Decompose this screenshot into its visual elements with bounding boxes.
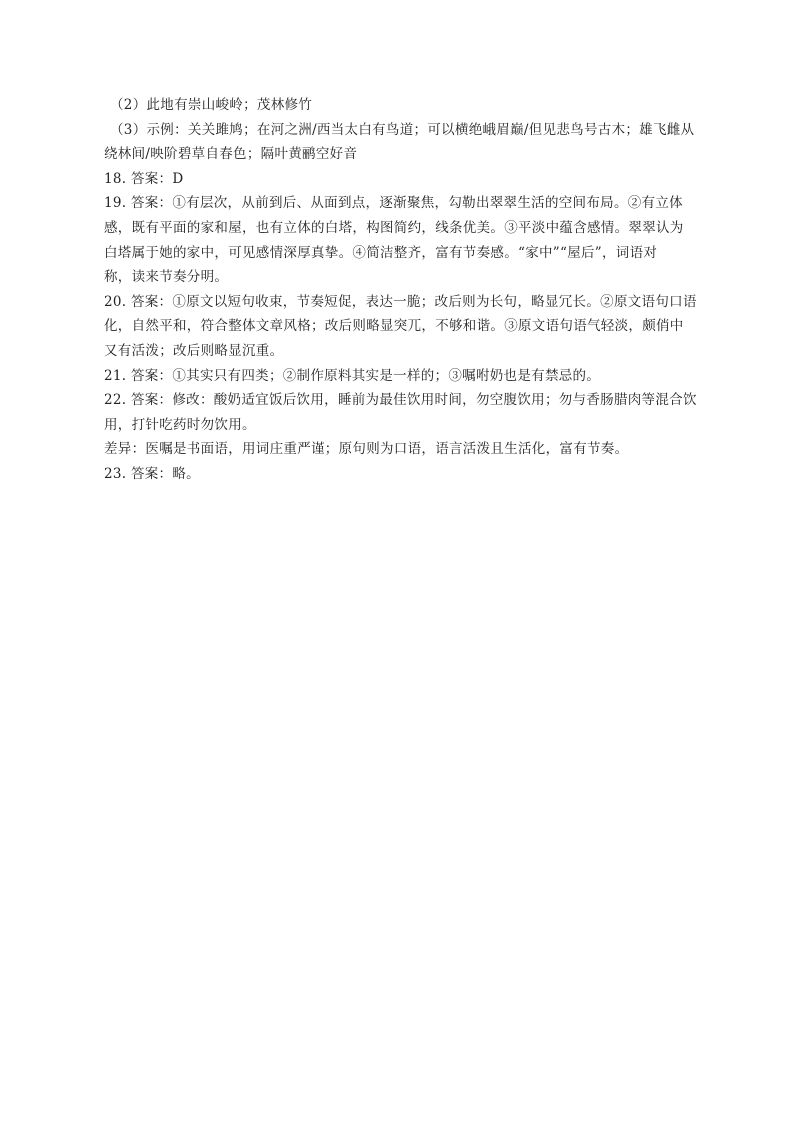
answer-20: 20. 答案：①原文以短句收束，节奏短促，表达一脆；改后则为长句，略显冗长。②原文语句口语: [104, 293, 697, 310]
answer-line-3-cont: 绕林间/映阶碧草自春色；隔叶黄鹂空好音: [104, 146, 358, 163]
answer-line-3: （3）示例：关关雎鸠；在河之洲/西当太白有鸟道；可以横绝峨眉巅/但见悲鸟号古木；雄飞雌从: [110, 121, 695, 138]
answer-text: [104, 93, 697, 487]
answer-18: 18. 答案：D: [104, 170, 184, 187]
answer-20-cont-2: 又有活泼；改后则略显沉重。: [104, 342, 284, 359]
answer-19: 19. 答案：①有层次，从前到后、从面到点，逐渐聚焦，勾勒出翠翠生活的空间布局。②有立体: [104, 195, 683, 212]
answer-22: 22. 答案：修改：酸奶适宜饭后饮用，睡前为最佳饮用时间，勿空腹饮用；勿与香肠腊肉等混合饮: [104, 392, 697, 409]
answer-21: 21. 答案：①其实只有四类；②制作原料其实是一样的；③嘱咐奶也是有禁忌的。: [104, 367, 601, 384]
answer-23: 23. 答案：略。: [104, 465, 200, 482]
answer-19-cont-3: 称，读来节奏分明。: [104, 269, 229, 286]
answer-line-2: （2）此地有崇山峻岭；茂林修竹: [110, 97, 313, 113]
answer-22-difference: 差异：医嘱是书面语，用词庄重严谨；原句则为口语，语言活泼且生活化，富有节奏。: [104, 441, 629, 458]
answer-19-cont-2: 白塔属于她的家中，可见感情深厚真挚。④简洁整齐，富有节奏感。“家中”“屋后”，词语对: [104, 244, 658, 261]
answer-20-cont-1: 化，自然平和，符合整体文章风格；改后则略显突兀，不够和谐。③原文语句语气轻淡，颇俏中: [104, 318, 684, 335]
answer-22-cont: 用，打针吃药时勿饮用。: [104, 416, 256, 433]
answer-19-cont-1: 感，既有平面的家和屋，也有立体的白塔，构图简约，线条优美。③平淡中蕴含感情。翠翠认为: [104, 219, 684, 236]
